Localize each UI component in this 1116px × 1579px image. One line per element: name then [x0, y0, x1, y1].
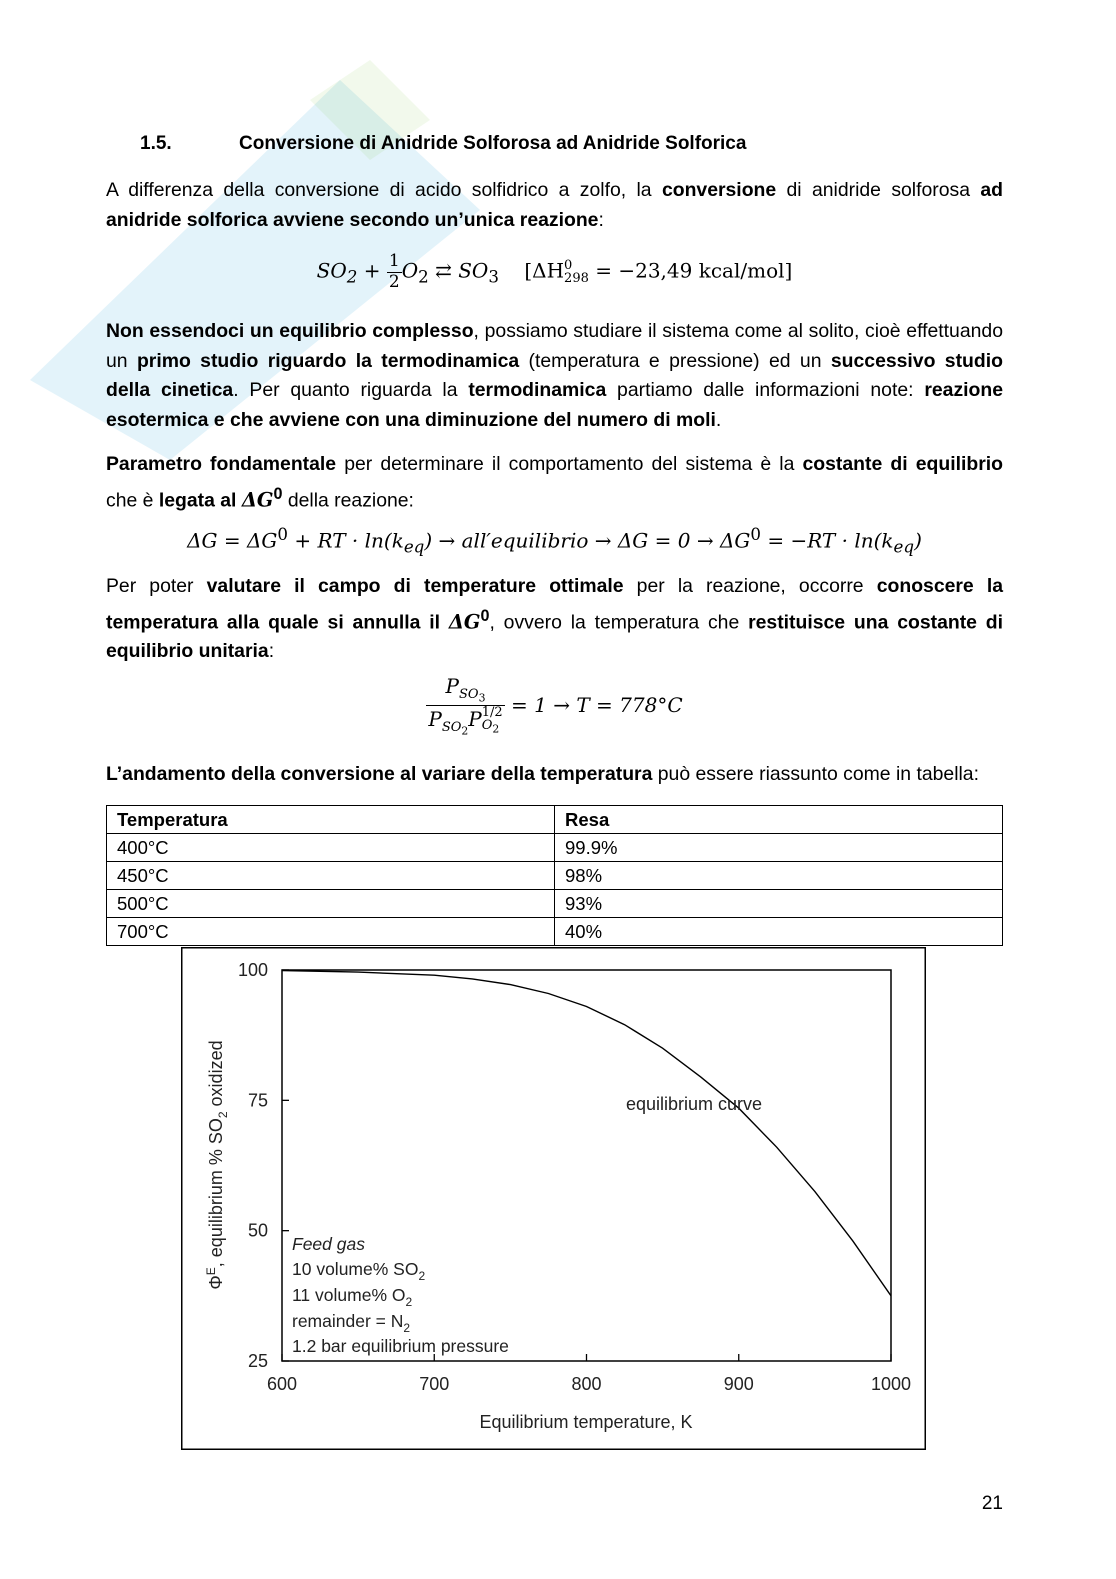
table-cell: 93% — [555, 890, 1003, 918]
eq-sub: 2 — [461, 724, 469, 738]
feed-title: Feed gas — [292, 1234, 365, 1254]
table-cell: 40% — [555, 918, 1003, 946]
eq-text: ΔG = ΔG — [187, 528, 278, 553]
eq-text: P — [428, 707, 442, 732]
eq-text: = 1 → T = 778°C — [504, 693, 683, 718]
math-symbol: ΔG — [241, 487, 274, 511]
bold-text: conoscere la temperatura alla quale si annulla il — [106, 575, 1004, 633]
table-header: Temperatura — [107, 806, 555, 834]
y-label-part: , equilibrium % SO — [206, 1118, 226, 1268]
text: che è — [106, 488, 159, 511]
paragraph-parameter — [106, 450, 1003, 515]
eq-sub: 298 — [564, 271, 589, 287]
bold-text: primo studio riguardo la termodinamica — [136, 349, 520, 372]
eq-sub: 2 — [492, 722, 500, 736]
fraction-numerator — [426, 675, 504, 706]
feed-text: 10 volume% SO — [292, 1259, 419, 1279]
bold-text: ad anidride solforica avviene secondo un’unica reazione — [106, 179, 1003, 231]
eq-enthalpy: [ΔH — [524, 258, 565, 283]
section-title: Conversione di Anidride Solforosa ad Anidride Solforica — [239, 133, 747, 154]
gibbs-equation — [106, 525, 1003, 557]
eq-plus: + — [357, 258, 387, 283]
eq-sub: SO — [459, 687, 479, 702]
eq-sub: 2 — [418, 267, 429, 287]
bold-text: termodinamica — [468, 379, 607, 401]
eq-sup: 1/2 — [481, 705, 503, 721]
x-tick-label: 700 — [419, 1374, 450, 1394]
equilibrium-equation — [106, 675, 1003, 738]
text: (temperatura e pressione) ed un — [519, 349, 831, 372]
bold-text: successivo studio della cinetica — [106, 349, 1003, 401]
bold-text: costante di equilibrio — [802, 453, 1003, 475]
feed-text: remainder = N — [292, 1311, 404, 1331]
y-label-sub: 2 — [216, 1111, 230, 1119]
eq-text: ) — [914, 528, 922, 553]
y-label-sup: E — [204, 1267, 218, 1276]
paragraph-table-intro — [106, 760, 1003, 790]
text: partiamo dalle informazioni note: — [606, 379, 925, 401]
eq-text: ) → all′equilibrio → ΔG = 0 → ΔG — [424, 528, 751, 553]
eq-sub: eq — [403, 537, 425, 557]
eq-so2: SO — [316, 258, 347, 283]
table-cell: 400°C — [107, 834, 555, 862]
table-header-row — [107, 806, 1003, 834]
fraction-denominator: 2 — [388, 271, 400, 292]
feed-line: 1.2 bar equilibrium pressure — [292, 1336, 509, 1356]
intro-paragraph — [106, 176, 1003, 235]
eq-so3: SO — [458, 258, 489, 283]
feed-text: 11 volume% O — [292, 1285, 406, 1305]
eq-sub: eq — [893, 537, 915, 557]
section-heading — [140, 133, 746, 155]
x-axis-label: Equilibrium temperature, K — [479, 1412, 693, 1432]
x-tick-label: 900 — [723, 1374, 754, 1394]
text: per la reazione, occorre — [623, 575, 877, 597]
feed-sub: 2 — [418, 1269, 426, 1283]
text: . — [715, 408, 722, 431]
paragraph-thermo — [106, 317, 1003, 435]
x-tick-label: 1000 — [870, 1374, 912, 1394]
eq-sub: O — [481, 718, 493, 734]
eq-text: P — [445, 674, 459, 698]
y-tick-label: 25 — [247, 1351, 268, 1371]
page-number: 21 — [981, 1493, 1003, 1514]
bold-text: L’andamento della conversione al variare della temperatura — [106, 763, 653, 785]
math-symbol: ΔG — [448, 609, 481, 633]
text: , possiamo studiare il sistema come al solito, cioè effettuando un — [106, 320, 1003, 372]
eq-sub: 3 — [478, 691, 486, 705]
pressure-fraction — [426, 675, 504, 738]
eq-sub: SO — [441, 720, 462, 736]
eq-sub: 2 — [346, 267, 358, 287]
table-cell: 450°C — [107, 862, 555, 890]
curve-label: equilibrium curve — [626, 1094, 763, 1114]
eq-sup: 0 — [277, 525, 289, 544]
eq-o2: O — [401, 258, 419, 283]
y-tick-label: 100 — [237, 960, 268, 980]
text: : — [598, 208, 604, 231]
table-row — [107, 918, 1003, 946]
table-cell: 500°C — [107, 890, 555, 918]
eq-enthalpy-value: = −23,49 kcal/mol] — [588, 258, 793, 283]
eq-text: = −RT · ln(k — [760, 528, 894, 553]
fraction-numerator: 1 — [388, 251, 400, 271]
math-sup: 0 — [480, 606, 490, 625]
text: per determinare il comportamento del sistema è la — [336, 453, 803, 475]
eq-sub: 3 — [488, 267, 499, 287]
eq-half-fraction — [387, 252, 402, 292]
reaction-equation — [106, 252, 1003, 292]
feed-sub: 2 — [403, 1321, 411, 1335]
text: della reazione: — [282, 488, 414, 511]
conversion-table — [106, 805, 1003, 946]
table-cell: 98% — [555, 862, 1003, 890]
eq-text: + RT · ln(k — [288, 528, 404, 553]
table-row — [107, 890, 1003, 918]
math-sup: 0 — [273, 484, 283, 503]
fraction-denominator — [426, 706, 504, 738]
bold-text: restituisce una costante di equilibrio unitaria — [106, 610, 1003, 663]
bold-text: valutare il campo di temperature ottimale — [206, 575, 624, 597]
y-label-part: Φ — [206, 1275, 226, 1290]
eq-sup: 0 — [750, 525, 761, 544]
table-cell: 99.9% — [555, 834, 1003, 862]
feed-sub: 2 — [405, 1295, 413, 1309]
x-tick-label: 600 — [266, 1374, 298, 1394]
text: , ovvero la temperatura che — [489, 610, 749, 633]
bold-text: conversione — [661, 179, 777, 201]
table-row — [107, 834, 1003, 862]
y-label-part: oxidized — [206, 1040, 226, 1112]
table-row — [107, 862, 1003, 890]
paragraph-temperature — [106, 572, 1003, 667]
table-cell: 700°C — [107, 918, 555, 946]
eq-text: P — [468, 707, 482, 732]
bold-text: reazione esotermica e che avviene con una diminuzione del numero di moli — [106, 379, 1003, 431]
eq-sup: 0 — [564, 258, 573, 274]
x-tick-label: 800 — [571, 1374, 602, 1394]
section-number: 1.5. — [140, 133, 172, 154]
text: A differenza della conversione di acido solfidrico a zolfo, la — [106, 179, 662, 201]
text: : — [268, 640, 275, 663]
equilibrium-chart — [181, 947, 926, 1450]
text: . Per quanto riguarda la — [233, 379, 469, 401]
bold-text: legata al — [158, 488, 242, 511]
y-tick-label: 50 — [247, 1220, 268, 1241]
table-header: Resa — [555, 806, 1003, 834]
text: può essere riassunto come in tabella: — [652, 763, 979, 785]
text: di anidride solforosa — [776, 179, 981, 201]
y-tick-label: 75 — [247, 1090, 268, 1111]
eq-arrow: ⇄ — [428, 258, 459, 283]
bold-text: Parametro fondamentale — [106, 453, 337, 475]
bold-text: Non essendoci un equilibrio complesso — [106, 320, 474, 342]
text: Per poter — [106, 575, 207, 597]
